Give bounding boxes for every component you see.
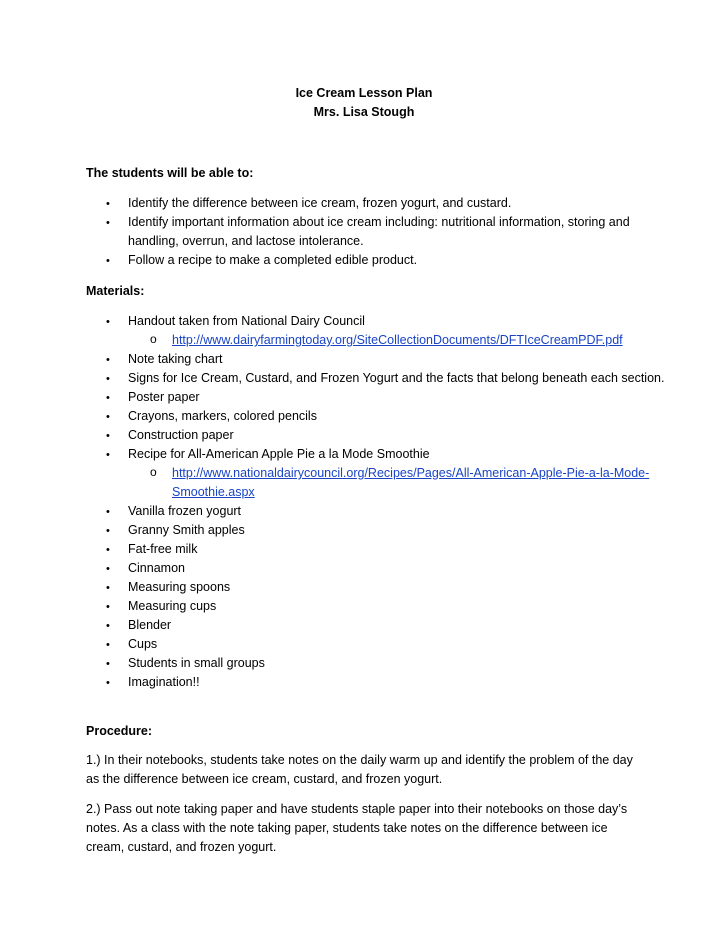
objective-item-continued: handling, overrun, and lactose intolerance. [128, 234, 364, 248]
material-item: Measuring spoons [128, 580, 231, 594]
material-item: Measuring cups [128, 599, 217, 613]
bullet-icon: • [106, 316, 110, 328]
document-title: Ice Cream Lesson Plan [295, 86, 433, 100]
material-item: Construction paper [128, 428, 234, 442]
bullet-icon: • [106, 430, 110, 442]
document-author: Mrs. Lisa Stough [313, 105, 415, 119]
material-item: Note taking chart [128, 352, 223, 366]
objective-item: Identify the difference between ice cream, frozen yogurt, and custard. [128, 196, 512, 210]
bullet-icon: • [106, 506, 110, 518]
material-item: Handout taken from National Dairy Council [128, 314, 365, 328]
procedure-heading: Procedure: [86, 724, 152, 738]
procedure-step: 2.) Pass out note taking paper and have students staple paper into their notebooks on those day’s notes. As a class with the note taking paper, students take notes on the difference between ice cream, custard, and frozen yogurt. [86, 802, 628, 854]
material-item: Imagination!! [128, 675, 200, 689]
objectives-heading: The students will be able to: [86, 166, 254, 180]
bullet-icon: • [106, 449, 110, 461]
material-item: Granny Smith apples [128, 523, 245, 537]
objective-item: Follow a recipe to make a completed edible product. [128, 253, 418, 267]
material-item: Cups [128, 637, 158, 651]
material-item: Blender [128, 618, 172, 632]
bullet-icon: • [106, 544, 110, 556]
material-item: Cinnamon [128, 561, 185, 575]
procedure-step: 1.) In their notebooks, students take notes on the daily warm up and identify the problem of the day as the difference between ice cream, custard, and frozen yogurt. [86, 753, 633, 786]
bullet-icon: • [106, 620, 110, 632]
sub-bullet-icon: o [150, 332, 157, 346]
bullet-icon: • [106, 601, 110, 613]
recipe-link-continued[interactable]: Smoothie.aspx [172, 485, 255, 499]
materials-heading: Materials: [86, 284, 145, 298]
bullet-icon: • [106, 217, 110, 229]
bullet-icon: • [106, 658, 110, 670]
bullet-icon: • [106, 198, 110, 210]
bullet-icon: • [106, 525, 110, 537]
bullet-icon: • [106, 639, 110, 651]
material-item: Vanilla frozen yogurt [128, 504, 242, 518]
bullet-icon: • [106, 582, 110, 594]
bullet-icon: • [106, 411, 110, 423]
recipe-link[interactable]: http://www.nationaldairycouncil.org/Recipes/Pages/All-American-Apple-Pie-a-la-Mode- [172, 466, 650, 480]
sub-bullet-icon: o [150, 465, 157, 479]
handout-link[interactable]: http://www.dairyfarmingtoday.org/SiteCollectionDocuments/DFTIceCreamPDF.pdf [172, 333, 623, 347]
bullet-icon: • [106, 373, 110, 385]
material-item: Poster paper [128, 390, 200, 404]
material-item: Signs for Ice Cream, Custard, and Frozen Yogurt and the facts that belong beneath each section. [128, 371, 665, 385]
bullet-icon: • [106, 677, 110, 689]
bullet-icon: • [106, 255, 110, 267]
objective-item: Identify important information about ice cream including: nutritional information, storing and [128, 215, 630, 229]
material-item: Fat-free milk [128, 542, 198, 556]
material-item: Students in small groups [128, 656, 265, 670]
bullet-icon: • [106, 563, 110, 575]
material-item: Recipe for All-American Apple Pie a la Mode Smoothie [128, 447, 430, 461]
bullet-icon: • [106, 392, 110, 404]
bullet-icon: • [106, 354, 110, 366]
material-item: Crayons, markers, colored pencils [128, 409, 317, 423]
